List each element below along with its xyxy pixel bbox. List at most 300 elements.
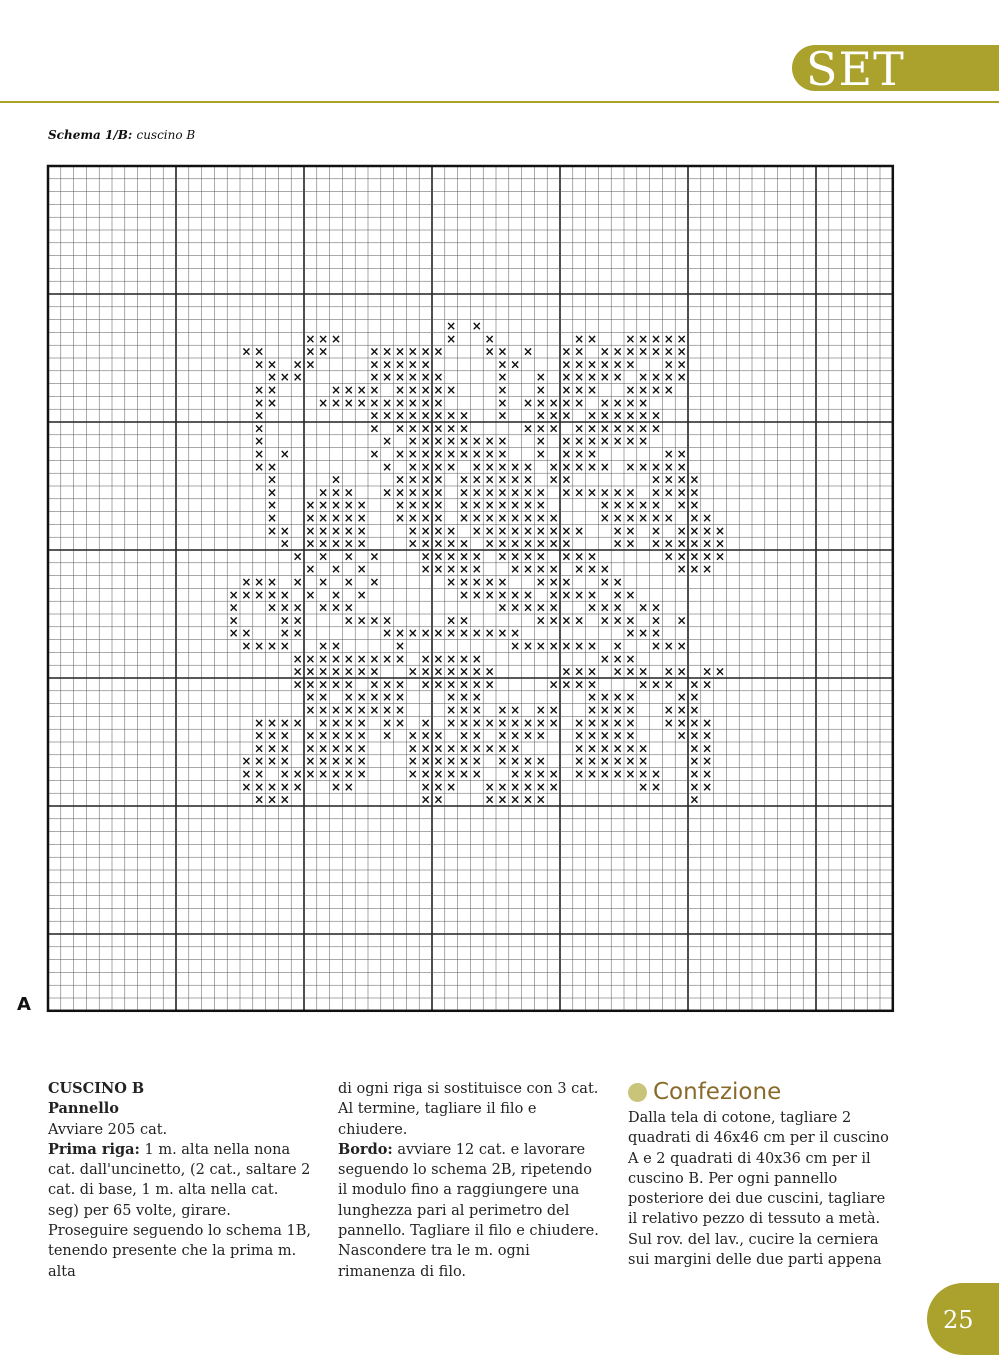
stitch-x-symbol: × (241, 587, 252, 602)
stitch-x-symbol: × (471, 715, 482, 730)
stitch-x-symbol: × (599, 651, 610, 666)
stitch-x-symbol: × (625, 728, 636, 743)
stitch-x-symbol: × (446, 677, 457, 692)
stitch-x-symbol: × (369, 408, 380, 423)
stitch-x-symbol: × (574, 331, 585, 346)
stitch-x-symbol: × (458, 664, 470, 679)
stitch-x-symbol: × (356, 587, 367, 602)
stitch-x-symbol: × (497, 754, 508, 769)
stitch-x-symbol: × (343, 485, 354, 500)
stitch-x-symbol: × (561, 677, 572, 692)
stitch-x-symbol: × (612, 754, 623, 769)
stitch-x-symbol: × (356, 536, 367, 551)
stitch-x-symbol: × (586, 741, 598, 756)
stitch-x-symbol: × (497, 395, 508, 410)
stitch-x-symbol: × (663, 344, 674, 359)
stitch-x-symbol: × (471, 677, 482, 692)
stitch-x-symbol: × (625, 344, 636, 359)
stitch-x-symbol: × (625, 434, 636, 449)
stitch-x-symbol: × (586, 639, 598, 653)
stitch-x-symbol: × (561, 536, 572, 551)
stitch-x-symbol: × (407, 728, 418, 743)
stitch-x-symbol: × (446, 408, 457, 423)
stitch-x-symbol: × (638, 344, 649, 359)
stitch-x-symbol: × (510, 715, 521, 730)
stitch-x-symbol: × (535, 779, 546, 794)
stitch-x-symbol: × (318, 498, 329, 513)
stitch-x-symbol: × (510, 562, 521, 577)
stitch-x-symbol: × (510, 703, 521, 717)
stitch-x-symbol: × (650, 523, 662, 538)
stitch-x-symbol: × (535, 549, 546, 564)
stitch-x-symbol: × (561, 344, 572, 359)
stitch-x-symbol: × (369, 357, 380, 372)
stitch-x-symbol: × (548, 523, 559, 538)
stitch-x-symbol: × (535, 408, 546, 423)
stitch-x-symbol: × (535, 536, 546, 551)
stitch-x-symbol: × (702, 523, 713, 538)
header-rule (0, 101, 999, 103)
stitch-x-symbol: × (292, 767, 303, 781)
stitch-x-symbol: × (574, 639, 585, 653)
stitch-x-symbol: × (535, 434, 546, 449)
stitch-x-symbol: × (420, 562, 431, 577)
stitch-x-symbol: × (382, 728, 393, 743)
stitch-x-symbol: × (292, 575, 303, 589)
stitch-x-symbol: × (458, 434, 470, 449)
stitch-x-symbol: × (497, 741, 508, 756)
stitch-x-symbol: × (446, 715, 457, 730)
stitch-x-symbol: × (676, 523, 687, 538)
stitch-x-symbol: × (574, 523, 585, 538)
stitch-x-symbol: × (574, 754, 585, 769)
stitch-x-symbol: × (433, 523, 444, 538)
stitch-x-symbol: × (394, 715, 406, 730)
stitch-x-symbol: × (266, 459, 278, 474)
stitch-x-symbol: × (318, 728, 329, 743)
stitch-x-symbol: × (318, 651, 329, 666)
stitch-x-symbol: × (586, 562, 598, 577)
stitch-x-symbol: × (574, 549, 585, 564)
stitch-x-symbol: × (599, 767, 610, 781)
stitch-x-symbol: × (305, 754, 316, 769)
stitch-x-symbol: × (356, 754, 367, 769)
stitch-x-symbol: × (574, 613, 585, 628)
stitch-x-symbol: × (420, 549, 431, 564)
stitch-x-symbol: × (522, 587, 534, 602)
stitch-x-symbol: × (676, 357, 687, 372)
stitch-x-symbol: × (318, 754, 329, 769)
stitch-x-symbol: × (586, 703, 598, 717)
stitch-x-symbol: × (356, 767, 367, 781)
stitch-x-symbol: × (254, 575, 265, 589)
stitch-x-symbol: × (420, 651, 431, 666)
stitch-x-symbol: × (318, 703, 329, 717)
stitch-x-symbol: × (548, 779, 559, 794)
stitch-x-symbol: × (535, 395, 546, 410)
stitch-x-symbol: × (574, 421, 585, 436)
stitch-x-symbol: × (266, 779, 278, 794)
stitch-x-symbol: × (561, 357, 572, 372)
stitch-x-symbol: × (266, 370, 278, 385)
stitch-x-symbol: × (574, 728, 585, 743)
stitch-x-symbol: × (561, 485, 572, 500)
stitch-x-symbol: × (612, 639, 623, 653)
stitch-x-symbol: × (382, 677, 393, 692)
stitch-x-symbol: × (612, 690, 623, 705)
stitch-x-symbol: × (420, 434, 431, 449)
stitch-x-symbol: × (586, 331, 598, 346)
stitch-x-symbol: × (535, 767, 546, 781)
stitch-x-symbol: × (612, 651, 623, 666)
stitch-x-symbol: × (343, 549, 354, 564)
stitch-x-symbol: × (612, 408, 623, 423)
stitch-x-symbol: × (305, 523, 316, 538)
stitch-x-symbol: × (561, 664, 572, 679)
stitch-x-symbol: × (369, 690, 380, 705)
stitch-x-symbol: × (689, 741, 700, 756)
stitch-x-symbol: × (369, 421, 380, 436)
stitch-x-symbol: × (343, 395, 354, 410)
stitch-x-symbol: × (318, 600, 329, 615)
stitch-x-symbol: × (497, 383, 508, 397)
stitch-x-symbol: × (650, 344, 662, 359)
stitch-x-symbol: × (458, 498, 470, 513)
stitch-x-symbol: × (663, 472, 674, 487)
stitch-x-symbol: × (330, 331, 342, 346)
stitch-x-symbol: × (458, 690, 470, 705)
stitch-x-symbol: × (382, 626, 393, 641)
stitch-x-symbol: × (650, 600, 662, 615)
stitch-x-symbol: × (510, 485, 521, 500)
stitch-x-symbol: × (612, 767, 623, 781)
stitch-x-symbol: × (369, 677, 380, 692)
stitch-x-symbol: × (292, 677, 303, 692)
text-column-2 (338, 1079, 603, 1282)
stitch-x-symbol: × (433, 459, 444, 474)
row-label-a: A (17, 994, 31, 1015)
stitch-x-symbol: × (497, 600, 508, 615)
stitch-x-symbol: × (548, 677, 559, 692)
stitch-x-symbol: × (638, 434, 649, 449)
stitch-x-symbol: × (612, 728, 623, 743)
stitch-x-symbol: × (330, 677, 342, 692)
stitch-x-symbol: × (484, 331, 495, 346)
stitch-x-symbol: × (586, 370, 598, 385)
stitch-x-symbol: × (241, 767, 252, 781)
stitch-x-symbol: × (394, 395, 406, 410)
stitch-x-symbol: × (676, 331, 687, 346)
stitch-x-symbol: × (689, 792, 700, 807)
stitch-x-symbol: × (356, 498, 367, 513)
stitch-x-symbol: × (522, 715, 534, 730)
stitch-x-symbol: × (458, 421, 470, 436)
stitch-x-symbol: × (471, 498, 482, 513)
stitch-x-symbol: × (599, 344, 610, 359)
stitch-x-symbol: × (586, 357, 598, 372)
stitch-x-symbol: × (318, 344, 329, 359)
stitch-x-symbol: × (702, 536, 713, 551)
stitch-x-symbol: × (548, 421, 559, 436)
stitch-x-symbol: × (343, 677, 354, 692)
stitch-x-symbol: × (497, 485, 508, 500)
stitch-x-symbol: × (471, 472, 482, 487)
instruction-prima-riga (48, 1140, 313, 1221)
stitch-x-symbol: × (612, 575, 623, 589)
stitch-x-symbol: × (586, 754, 598, 769)
stitch-x-symbol: × (343, 600, 354, 615)
stitch-x-symbol: × (471, 587, 482, 602)
stitch-x-symbol: × (433, 511, 444, 525)
stitch-x-symbol: × (497, 459, 508, 474)
stitch-x-symbol: × (574, 395, 585, 410)
stitch-x-symbol: × (420, 677, 431, 692)
stitch-x-symbol: × (458, 651, 470, 666)
stitch-x-symbol: × (318, 395, 329, 410)
stitch-x-symbol: × (266, 472, 278, 487)
stitch-x-symbol: × (497, 447, 508, 461)
stitch-x-symbol: × (254, 587, 265, 602)
stitch-x-symbol: × (497, 511, 508, 525)
stitch-x-symbol: × (446, 690, 457, 705)
stitch-x-symbol: × (625, 523, 636, 538)
stitch-x-symbol: × (382, 344, 393, 359)
stitch-x-symbol: × (676, 498, 687, 513)
stitch-x-symbol: × (433, 677, 444, 692)
stitch-x-symbol: × (356, 383, 367, 397)
stitch-x-symbol: × (279, 792, 290, 807)
stitch-x-symbol: × (497, 472, 508, 487)
stitch-x-symbol: × (369, 651, 380, 666)
stitch-x-symbol: × (599, 575, 610, 589)
stitch-x-symbol: × (574, 562, 585, 577)
stitch-x-symbol: × (446, 421, 457, 436)
stitch-x-symbol: × (689, 485, 700, 500)
stitch-x-symbol: × (497, 703, 508, 717)
stitch-x-symbol: × (446, 703, 457, 717)
stitch-x-symbol: × (510, 459, 521, 474)
stitch-x-symbol: × (318, 536, 329, 551)
stitch-x-symbol: × (356, 395, 367, 410)
stitch-x-symbol: × (458, 703, 470, 717)
stitch-x-symbol: × (650, 408, 662, 423)
stitch-x-symbol: × (458, 728, 470, 743)
stitch-x-symbol: × (702, 562, 713, 577)
stitch-x-symbol: × (266, 728, 278, 743)
stitch-x-symbol: × (663, 459, 674, 474)
stitch-x-symbol: × (471, 523, 482, 538)
stitch-x-symbol: × (471, 626, 482, 641)
stitch-x-symbol: × (420, 459, 431, 474)
stitch-x-symbol: × (420, 715, 431, 730)
stitch-x-symbol: × (458, 613, 470, 628)
stitch-x-symbol: × (305, 344, 316, 359)
stitch-x-symbol: × (266, 587, 278, 602)
stitch-x-symbol: × (446, 767, 457, 781)
stitch-x-symbol: × (574, 715, 585, 730)
stitch-x-symbol: × (241, 639, 252, 653)
stitch-x-symbol: × (676, 536, 687, 551)
stitch-x-symbol: × (330, 728, 342, 743)
stitch-x-symbol: × (356, 728, 367, 743)
stitch-x-symbol: × (254, 715, 265, 730)
stitch-x-symbol: × (394, 651, 406, 666)
stitch-x-symbol: × (663, 639, 674, 653)
stitch-x-symbol: × (484, 792, 495, 807)
text-column-1 (48, 1079, 313, 1282)
stitch-x-symbol: × (394, 344, 406, 359)
stitch-x-symbol: × (535, 728, 546, 743)
stitch-x-symbol: × (599, 408, 610, 423)
stitch-x-symbol: × (574, 434, 585, 449)
stitch-x-symbol: × (625, 395, 636, 410)
stitch-x-symbol: × (254, 421, 265, 436)
stitch-x-symbol: × (433, 408, 444, 423)
stitch-x-symbol: × (369, 447, 380, 461)
stitch-x-symbol: × (471, 651, 482, 666)
stitch-x-symbol: × (548, 459, 559, 474)
stitch-x-symbol: × (330, 703, 342, 717)
stitch-x-symbol: × (407, 421, 418, 436)
stitch-x-symbol: × (407, 511, 418, 525)
stitch-x-symbol: × (522, 600, 534, 615)
stitch-x-symbol: × (279, 754, 290, 769)
stitch-x-symbol: × (702, 754, 713, 769)
stitch-x-symbol: × (433, 536, 444, 551)
stitch-x-symbol: × (676, 370, 687, 385)
stitch-x-symbol: × (343, 613, 354, 628)
stitch-x-symbol: × (638, 741, 649, 756)
stitch-x-symbol: × (292, 651, 303, 666)
stitch-x-symbol: × (407, 370, 418, 385)
stitch-x-symbol: × (612, 421, 623, 436)
stitch-x-symbol: × (638, 370, 649, 385)
stitch-x-symbol: × (522, 549, 534, 564)
stitch-x-symbol: × (676, 459, 687, 474)
stitch-x-symbol: × (382, 370, 393, 385)
stitch-x-symbol: × (394, 357, 406, 372)
stitch-x-symbol: × (407, 408, 418, 423)
stitch-x-symbol: × (228, 626, 239, 641)
stitch-x-symbol: × (599, 715, 610, 730)
stitch-x-symbol: × (471, 690, 482, 705)
stitch-x-symbol: × (305, 677, 316, 692)
stitch-x-symbol: × (650, 485, 662, 500)
stitch-x-symbol: × (625, 715, 636, 730)
stitch-x-symbol: × (612, 600, 623, 615)
crochet-chart (40, 160, 900, 1020)
stitch-x-symbol: × (330, 741, 342, 756)
stitch-x-symbol: × (535, 703, 546, 717)
stitch-x-symbol: × (330, 395, 342, 410)
stitch-x-symbol: × (510, 741, 521, 756)
stitch-x-symbol: × (279, 536, 290, 551)
stitch-x-symbol: × (394, 485, 406, 500)
stitch-x-symbol: × (599, 600, 610, 615)
stitch-x-symbol: × (420, 447, 431, 461)
stitch-x-symbol: × (394, 639, 406, 653)
stitch-x-symbol: × (650, 626, 662, 641)
stitch-x-symbol: × (420, 728, 431, 743)
stitch-x-symbol: × (330, 651, 342, 666)
stitch-x-symbol: × (510, 498, 521, 513)
stitch-x-symbol: × (254, 767, 265, 781)
stitch-x-symbol: × (510, 728, 521, 743)
stitch-x-symbol: × (305, 767, 316, 781)
stitch-x-symbol: × (254, 792, 265, 807)
stitch-x-symbol: × (433, 754, 444, 769)
stitch-x-symbol: × (522, 523, 534, 538)
stitch-x-symbol: × (266, 498, 278, 513)
stitch-x-symbol: × (650, 767, 662, 781)
stitch-x-symbol: × (279, 587, 290, 602)
stitch-x-symbol: × (638, 395, 649, 410)
stitch-x-symbol: × (279, 741, 290, 756)
stitch-x-symbol: × (574, 383, 585, 397)
stitch-x-symbol: × (599, 498, 610, 513)
stitch-x-symbol: × (433, 498, 444, 513)
stitch-x-symbol: × (266, 754, 278, 769)
stitch-x-symbol: × (407, 741, 418, 756)
stitch-x-symbol: × (676, 639, 687, 653)
stitch-x-symbol: × (279, 626, 290, 641)
stitch-x-symbol: × (279, 447, 290, 461)
schema-caption-bold: Schema 1/B (48, 128, 128, 142)
stitch-x-symbol: × (318, 523, 329, 538)
stitch-x-symbol: × (638, 767, 649, 781)
stitch-x-symbol: × (638, 383, 649, 397)
stitch-x-symbol: × (241, 779, 252, 794)
stitch-x-symbol: × (638, 600, 649, 615)
stitch-x-symbol: × (625, 741, 636, 756)
stitch-x-symbol: × (702, 715, 713, 730)
stitch-x-symbol: × (305, 498, 316, 513)
stitch-x-symbol: × (650, 536, 662, 551)
stitch-x-symbol: × (471, 562, 482, 577)
stitch-x-symbol: × (484, 447, 495, 461)
confezione-title (628, 1079, 893, 1106)
stitch-x-symbol: × (471, 728, 482, 743)
stitch-x-symbol: × (548, 472, 559, 487)
stitch-x-symbol: × (625, 498, 636, 513)
stitch-x-symbol: × (305, 511, 316, 525)
stitch-x-symbol: × (638, 779, 649, 794)
stitch-x-symbol: × (292, 664, 303, 679)
stitch-x-symbol: × (689, 562, 700, 577)
stitch-x-symbol: × (535, 562, 546, 577)
stitch-x-symbol: × (343, 511, 354, 525)
stitch-x-symbol: × (318, 639, 329, 653)
stitch-x-symbol: × (446, 549, 457, 564)
stitch-x-symbol: × (522, 728, 534, 743)
stitch-x-symbol: × (458, 575, 470, 589)
stitch-x-symbol: × (433, 767, 444, 781)
stitch-x-symbol: × (279, 523, 290, 538)
stitch-x-symbol: × (625, 613, 636, 628)
stitch-x-symbol: × (676, 549, 687, 564)
stitch-x-symbol: × (497, 792, 508, 807)
stitch-x-symbol: × (510, 549, 521, 564)
stitch-x-symbol: × (266, 395, 278, 410)
stitch-x-symbol: × (433, 792, 444, 807)
stitch-x-symbol: × (305, 703, 316, 717)
stitch-x-symbol: × (676, 485, 687, 500)
stitch-x-symbol: × (510, 523, 521, 538)
stitch-x-symbol: × (484, 472, 495, 487)
stitch-x-symbol: × (702, 549, 713, 564)
stitch-x-symbol: × (625, 651, 636, 666)
stitch-x-symbol: × (356, 664, 367, 679)
